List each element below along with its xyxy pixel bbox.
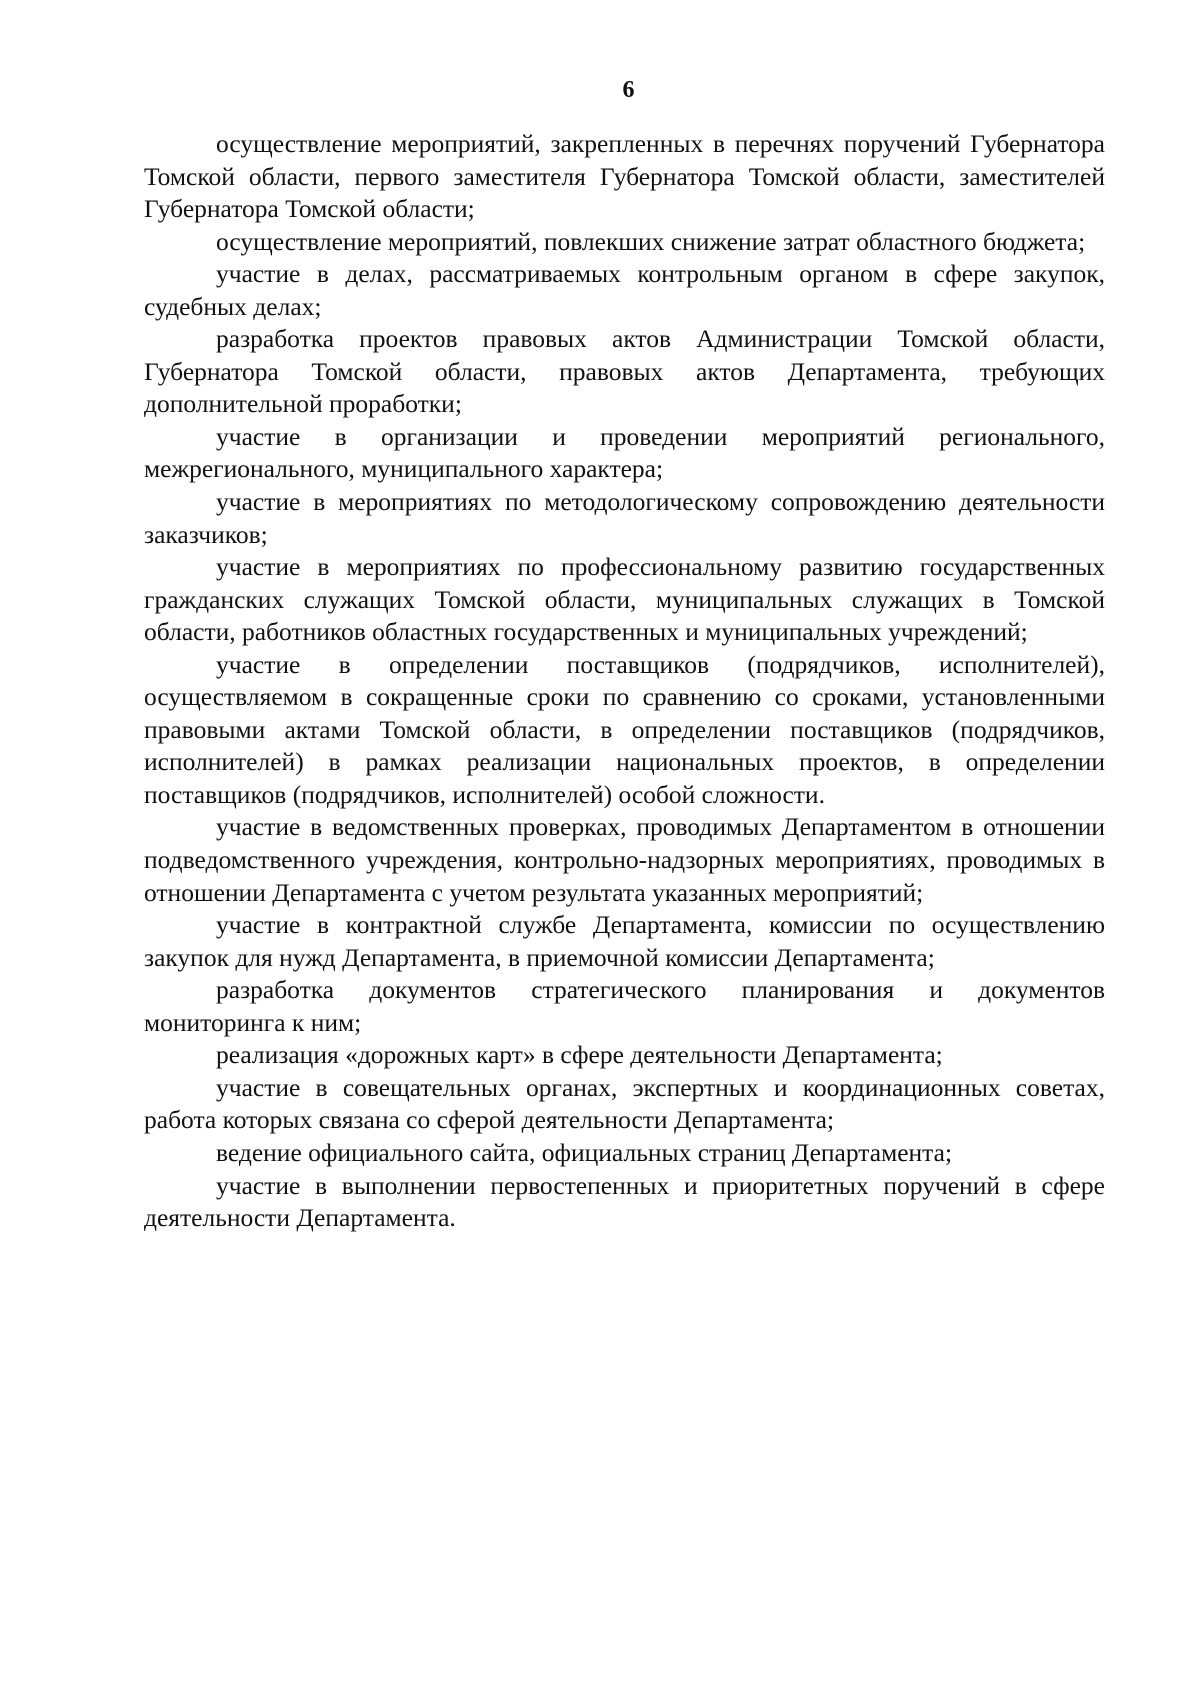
paragraph-15: участие в выполнении первостепенных и приоритетных поручений в сфере деятельности Департамента. [144, 1170, 1105, 1233]
page-number: 6 [622, 77, 635, 103]
paragraph-1: осуществление мероприятий, закрепленных в перечнях поручений Губернатора Томской области, первого заместителя Губернатора Томской области, заместителей Губернатора Томской области; [144, 129, 1105, 224]
paragraph-14: ведение официального сайта, официальных страниц Департамента; [216, 1137, 953, 1167]
paragraph-13: участие в совещательных органах, экспертных и координационных советах, работа которых связана со сферой деятельности Департамента; [144, 1072, 1105, 1135]
paragraph-11: разработка документов стратегического планирования и документов мониторинга к ним; [144, 975, 1105, 1037]
paragraph-5: участие в организации и проведении мероприятий регионального, межрегионального, муниципального характера; [144, 421, 1105, 484]
paragraph-12: реализация «дорожных карт» в сфере деятельности Департамента; [216, 1040, 943, 1070]
paragraph-2: осуществление мероприятий, повлекших снижение затрат областного бюджета; [216, 226, 1086, 256]
paragraph-9: участие в ведомственных проверках, проводимых Департаментом в отношении подведомственного учреждения, контрольно-надзорных мероприятиях, проводимых в отношении Департамента с учетом результата указанных мероприятий; [144, 812, 1105, 907]
paragraph-3: участие в делах, рассматриваемых контрольным органом в сфере закупок, судебных делах; [144, 259, 1105, 321]
paragraph-10: участие в контрактной службе Департамента, комиссии по осуществлению закупок для нужд Департамента, в приемочной комиссии Департамента; [144, 910, 1105, 972]
document-body [144, 128, 1105, 1235]
paragraph-4: разработка проектов правовых актов Администрации Томской области, Губернатора Томской области, правовых актов Департамента, требующих дополнительной проработки; [144, 324, 1105, 419]
paragraph-8: участие в определении поставщиков (подрядчиков, исполнителей), осуществляемом в сокращенные сроки по сравнению со сроками, установленными правовыми актами Томской области, в определении поставщиков (подрядчиков, исполнителей) в рамках реализации национальных проектов, в определении поставщиков (подрядчиков, исполнителей) особой сложности. [144, 649, 1105, 809]
paragraph-6: участие в мероприятиях по методологическому сопровождению деятельности заказчиков; [144, 487, 1105, 549]
paragraph-7: участие в мероприятиях по профессиональному развитию государственных гражданских служащих Томской области, муниципальных служащих в Томской области, работников областных государственных и муниципальных учреждений; [144, 552, 1105, 647]
